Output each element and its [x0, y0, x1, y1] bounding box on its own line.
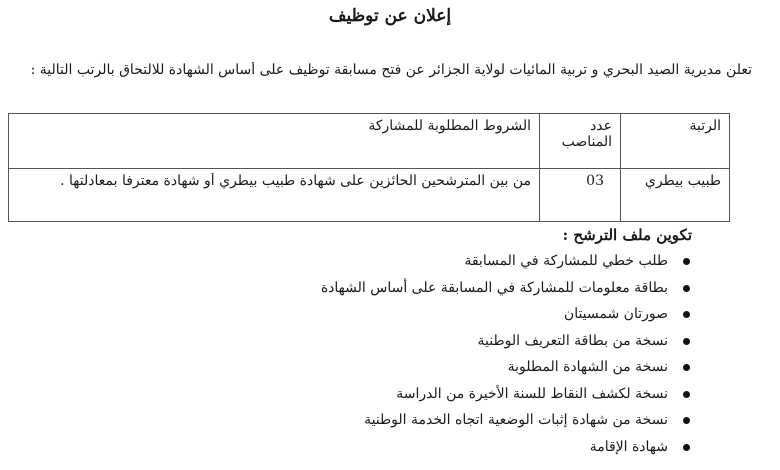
bullet-icon	[683, 444, 690, 451]
list-item-text: نسخة من بطاقة التعريف الوطنية	[477, 332, 668, 349]
list-item	[321, 328, 690, 355]
list-item	[321, 354, 690, 381]
bullet-icon	[683, 311, 690, 318]
list-item-text: نسخة لكشف النقاط للسنة الأخيرة من الدراسة	[396, 385, 668, 402]
intro-paragraph: تعلن مديرية الصيد البحري و تربية المائيات لولاية الجزائر عن فتح مسابقة توظيف على أساس الشهادة للالتحاق بالرتب التالية :	[30, 62, 752, 78]
bullet-icon	[683, 338, 690, 345]
list-item-text: طلب خطي للمشاركة في المسابقة	[464, 253, 668, 269]
list-item	[321, 407, 690, 434]
header-rank: الرتبة	[621, 114, 730, 169]
bullet-icon	[683, 417, 690, 424]
cell-conditions	[9, 169, 540, 222]
list-item-text: صورتان شمسيتان	[563, 306, 668, 322]
bullet-icon	[683, 258, 690, 265]
cell-count: 03	[540, 169, 621, 222]
bullet-icon	[683, 391, 690, 398]
list-item	[321, 275, 690, 302]
conditions-text: من بين المترشحين الحائزين على شهادة طبيب بيطري أو شهادة معترفا بمعادلتها .	[60, 173, 531, 189]
header-count: عدد المناصب	[540, 114, 621, 169]
table-row	[9, 169, 730, 222]
table-header-row	[9, 114, 730, 169]
list-item-text: شهادة الإقامة	[589, 438, 668, 455]
bullet-icon	[683, 285, 690, 292]
header-conditions: الشروط المطلوبة للمشاركة	[9, 114, 540, 169]
list-item	[321, 301, 690, 328]
file-section-heading: تكوين ملف الترشح :	[562, 226, 692, 244]
list-item	[321, 434, 690, 461]
cell-rank: طبيب بيطري	[621, 169, 730, 222]
list-item-text: بطاقة معلومات للمشاركة في المسابقة على أساس الشهادة	[320, 279, 668, 296]
bullet-icon	[683, 364, 690, 371]
list-item	[321, 381, 690, 408]
list-item-text: نسخة من شهادة إثبات الوضعية اتجاه الخدمة الوطنية	[364, 412, 668, 428]
page-title: إعلان عن توظيف	[328, 6, 452, 26]
list-item	[321, 248, 690, 275]
list-item-text: نسخة من الشهادة المطلوبة	[507, 359, 668, 375]
positions-table	[8, 113, 730, 222]
required-documents-list	[321, 248, 690, 460]
